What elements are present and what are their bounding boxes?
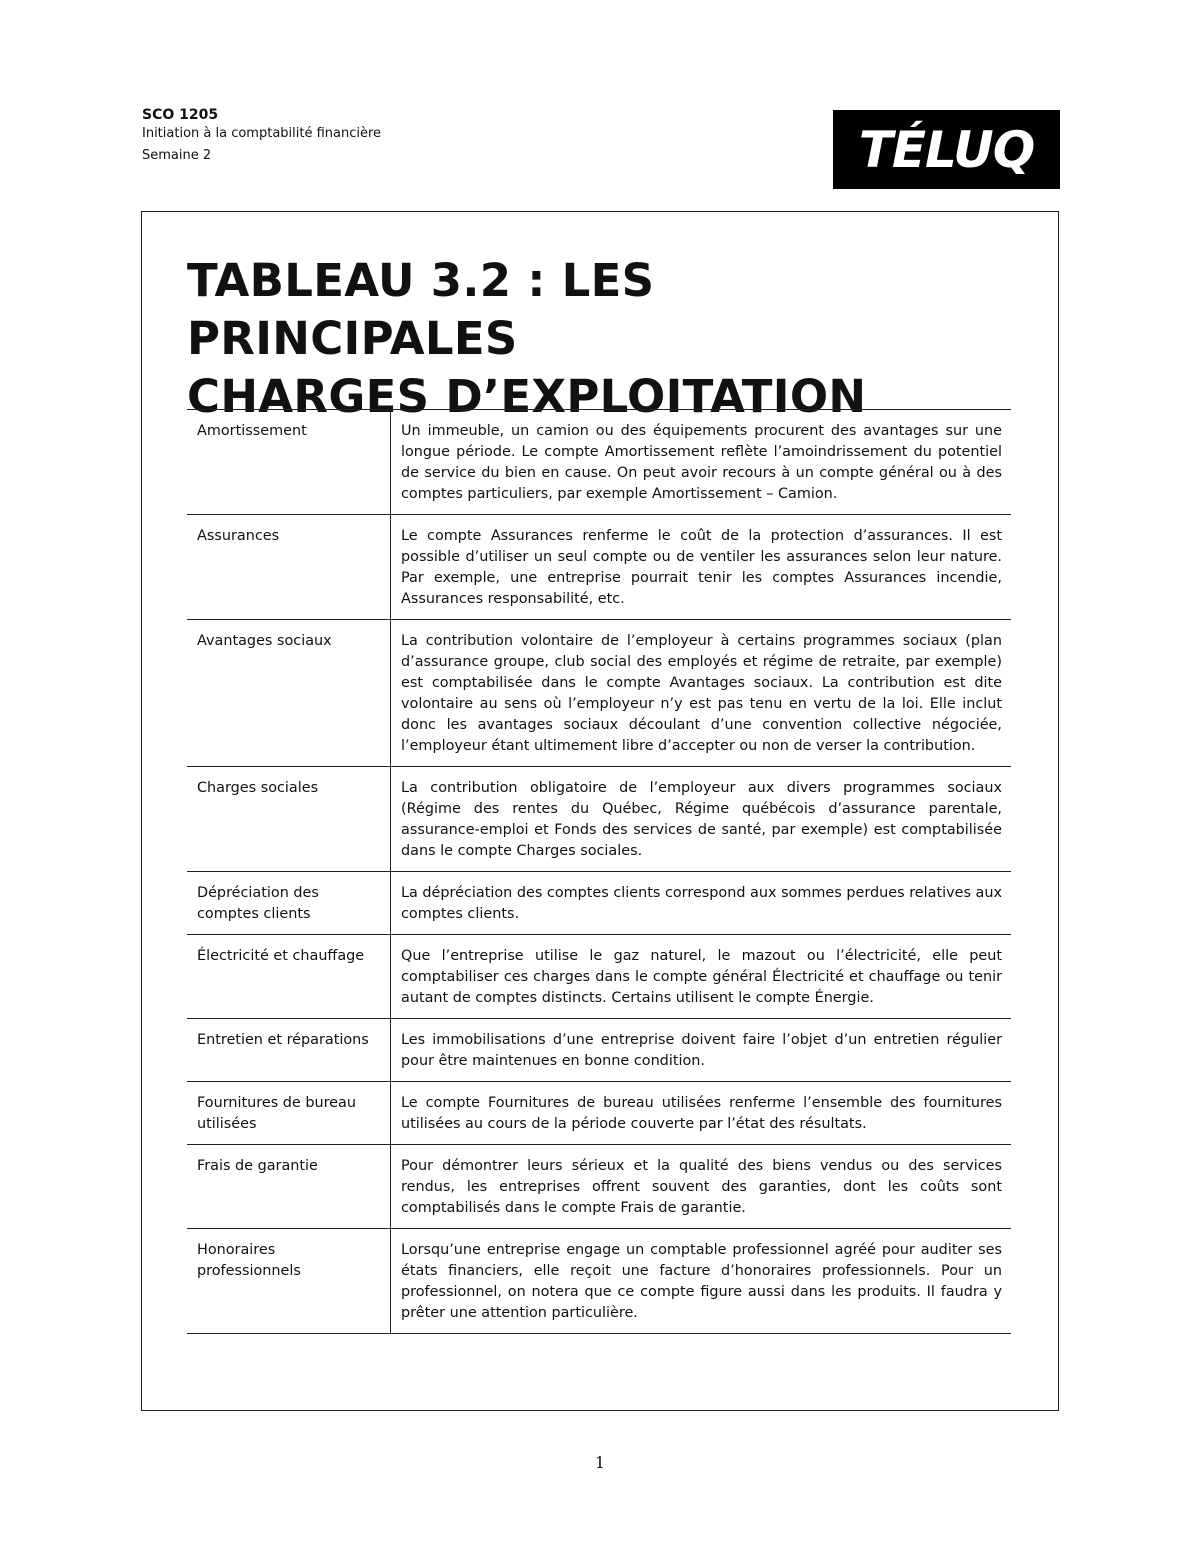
term-cell: Honoraires professionnels [187,1229,391,1334]
table-row [187,1019,1011,1082]
teluq-logo: TÉLUQ [833,110,1060,189]
page-title-line-1: TABLEAU 3.2 : LES PRINCIPALES [187,254,655,365]
description-cell: Que l’entreprise utilise le gaz naturel, le mazout ou l’électricité, elle peut comptabiliser ces charges dans le compte général Électricité et chauffage ou tenir autant de comptes distincts. Certains utilisent le compte Énergie. [401,948,1002,1006]
table-row [187,767,1011,872]
table-row [187,515,1011,620]
term-cell: Électricité et chauffage [187,935,391,1019]
page-title [187,252,987,426]
description-cell: La contribution volontaire de l’employeur à certains programmes sociaux (plan d’assurance groupe, club social des employés et régime de retraite, par exemple) est comptabilisée dans le compte Avantages sociaux. La contribution est dite volontaire au sens où l’employeur n’y est pas tenu en vertu de la loi. Elle inclut donc les avantages sociaux découlant d’une convention collective négociée, l’employeur étant ultimement libre d’accepter ou non de verser la contribution. [401,633,1002,754]
description-cell: La dépréciation des comptes clients correspond aux sommes perdues relatives aux comptes clients. [401,885,1002,922]
table-row [187,872,1011,935]
description-cell: Un immeuble, un camion ou des équipements procurent des avantages sur une longue période. Le compte Amortissement reflète l’amoindrissement du potentiel de service du bien en cause. On peut avoir recours à un compte général ou à des comptes particuliers, par exemple Amortissement – Camion. [401,423,1002,502]
description-cell: Le compte Fournitures de bureau utilisées renferme l’ensemble des fournitures utilisées au cours de la période couverte par l’état des résultats. [401,1095,1002,1132]
description-cell: Pour démontrer leurs sérieux et la qualité des biens vendus ou des services rendus, les entreprises offrent souvent des garanties, dont les coûts sont comptabilisés dans le compte Frais de garantie. [401,1158,1002,1216]
table-row [187,1229,1011,1334]
term-cell: Frais de garantie [187,1145,391,1229]
description-cell: La contribution obligatoire de l’employeur aux divers programmes sociaux (Régime des rentes du Québec, Régime québécois d’assurance parentale, assurance-emploi et Fonds des services de santé, par exemple) est comptabilisée dans le compte Charges sociales. [401,780,1002,859]
page-number: 1 [594,1453,606,1472]
page-title-line-2: CHARGES D’EXPLOITATION [187,370,867,423]
description-cell: Lorsqu’une entreprise engage un comptable professionnel agréé pour auditer ses états financiers, elle reçoit une facture d’honoraires professionnels. Pour un professionnel, on notera que ce compte figure aussi dans les produits. Il faudra y prêter une attention particulière. [401,1242,1002,1321]
table-row [187,1145,1011,1229]
term-cell: Dépréciation des comptes clients [187,872,391,935]
table-row [187,410,1011,515]
document-header [142,105,381,166]
table-row [187,620,1011,767]
course-name: Initiation à la comptabilité financière [142,126,382,141]
term-cell: Fournitures de bureau utilisées [187,1082,391,1145]
table-row [187,1082,1011,1145]
table-row [187,935,1011,1019]
term-cell: Entretien et réparations [187,1019,391,1082]
term-cell: Amortissement [187,410,391,515]
week-label: Semaine 2 [142,148,212,163]
description-cell: Le compte Assurances renferme le coût de la protection d’assurances. Il est possible d’utiliser un seul compte ou de ventiler les assurances selon leur nature. Par exemple, une entreprise pourrait tenir les comptes Assurances incendie, Assurances responsabilité, etc. [401,528,1002,607]
term-cell: Charges sociales [187,767,391,872]
description-cell: Les immobilisations d’une entreprise doivent faire l’objet d’un entretien régulier pour être maintenues en bonne condition. [401,1032,1002,1069]
term-cell: Assurances [187,515,391,620]
charges-table [187,409,1011,1334]
course-code: SCO 1205 [142,107,219,123]
term-cell: Avantages sociaux [187,620,391,767]
